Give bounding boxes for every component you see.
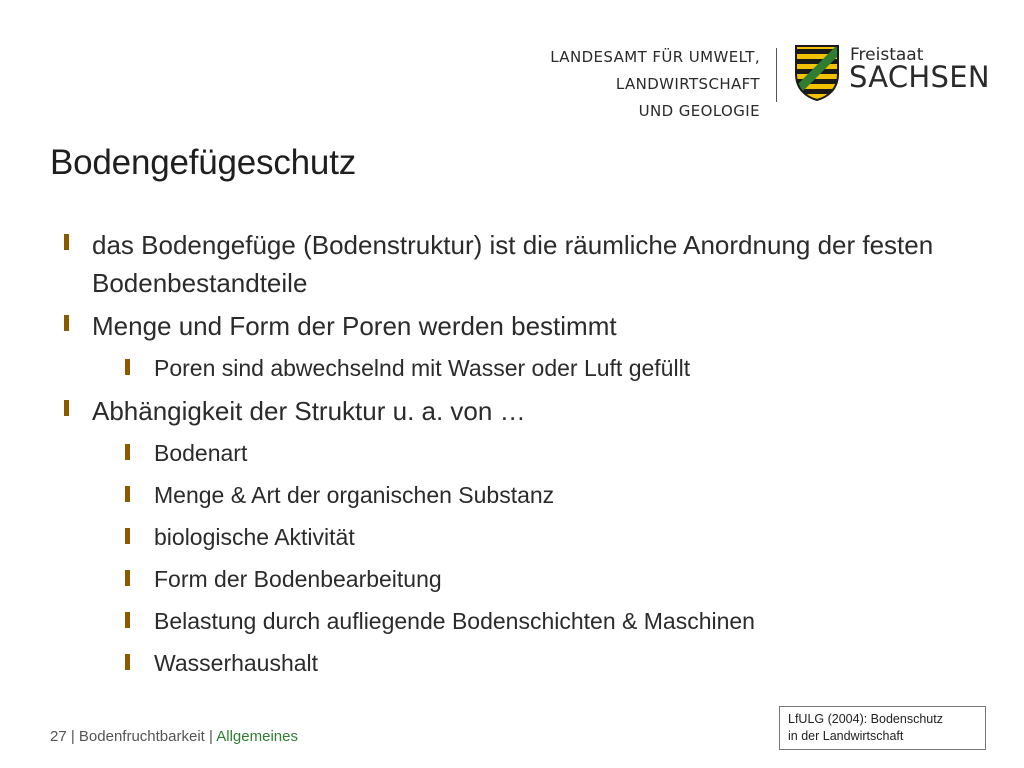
bullet-marker-icon bbox=[125, 612, 130, 628]
bullet-marker-icon bbox=[125, 486, 130, 502]
bullet-item bbox=[0, 392, 1024, 430]
saxony-coat-of-arms-icon bbox=[794, 44, 840, 102]
bullet-text: Wasserhaushalt bbox=[154, 650, 319, 676]
sub-bullet-item bbox=[0, 561, 1024, 597]
bullet-text: Bodenart bbox=[154, 440, 248, 466]
bullet-text: Menge & Art der organischen Substanz bbox=[154, 482, 555, 508]
sub-bullet-item bbox=[0, 645, 1024, 681]
bullet-text: biologische Aktivität bbox=[154, 524, 355, 550]
institution-name bbox=[540, 44, 760, 125]
bullet-marker-icon bbox=[125, 444, 130, 460]
bullet-marker-icon bbox=[64, 400, 69, 416]
bullet-item bbox=[0, 226, 1024, 302]
bullet-marker-icon bbox=[125, 654, 130, 670]
sub-bullet-item bbox=[0, 477, 1024, 513]
bullet-text: Poren sind abwechselnd mit Wasser oder Luft gefüllt bbox=[154, 355, 691, 381]
footer-section: Bodenfruchtbarkeit bbox=[78, 728, 205, 745]
bullet-marker-icon bbox=[125, 528, 130, 544]
bullet-marker-icon bbox=[64, 315, 69, 331]
sub-bullet-item bbox=[0, 603, 1024, 639]
bullet-text: Menge und Form der Poren werden bestimmt bbox=[92, 311, 617, 341]
bullet-item bbox=[0, 307, 1024, 345]
logo-divider bbox=[776, 48, 777, 102]
institution-line-2: LANDWIRTSCHAFT bbox=[615, 75, 760, 93]
sub-bullet-item bbox=[0, 350, 1024, 386]
state-label-big: SACHSEN bbox=[849, 60, 990, 94]
source-citation bbox=[779, 706, 986, 750]
bullet-text: das Bodengefüge (Bodenstruktur) ist die räumliche Anordnung der festen Bodenbestandteile bbox=[92, 230, 934, 298]
source-line-2: in der Landwirtschaft bbox=[788, 729, 904, 743]
footer-separator: | bbox=[204, 728, 217, 745]
bullet-text: Abhängigkeit der Struktur u. a. von … bbox=[92, 396, 526, 426]
bullet-marker-icon bbox=[64, 234, 69, 250]
slide-title: Bodengefügeschutz bbox=[50, 143, 357, 182]
institution-line-3: UND GEOLOGIE bbox=[638, 102, 760, 120]
bullet-marker-icon bbox=[125, 570, 130, 586]
slide-footer bbox=[50, 728, 298, 745]
institution-line-1: LANDESAMT FÜR UMWELT, bbox=[550, 48, 760, 66]
page-number: 27 bbox=[50, 728, 67, 745]
source-line-1: LfULG (2004): Bodenschutz bbox=[788, 712, 943, 726]
bullet-marker-icon bbox=[125, 359, 130, 375]
bullet-text: Belastung durch aufliegende Bodenschichten & Maschinen bbox=[154, 608, 755, 634]
state-label-small: Freistaat bbox=[850, 45, 924, 65]
sub-bullet-item bbox=[0, 519, 1024, 555]
footer-separator: | bbox=[66, 728, 79, 745]
footer-subsection: Allgemeines bbox=[216, 728, 298, 745]
bullet-text: Form der Bodenbearbeitung bbox=[154, 566, 442, 592]
sub-bullet-item bbox=[0, 435, 1024, 471]
bullet-list bbox=[0, 226, 1024, 687]
